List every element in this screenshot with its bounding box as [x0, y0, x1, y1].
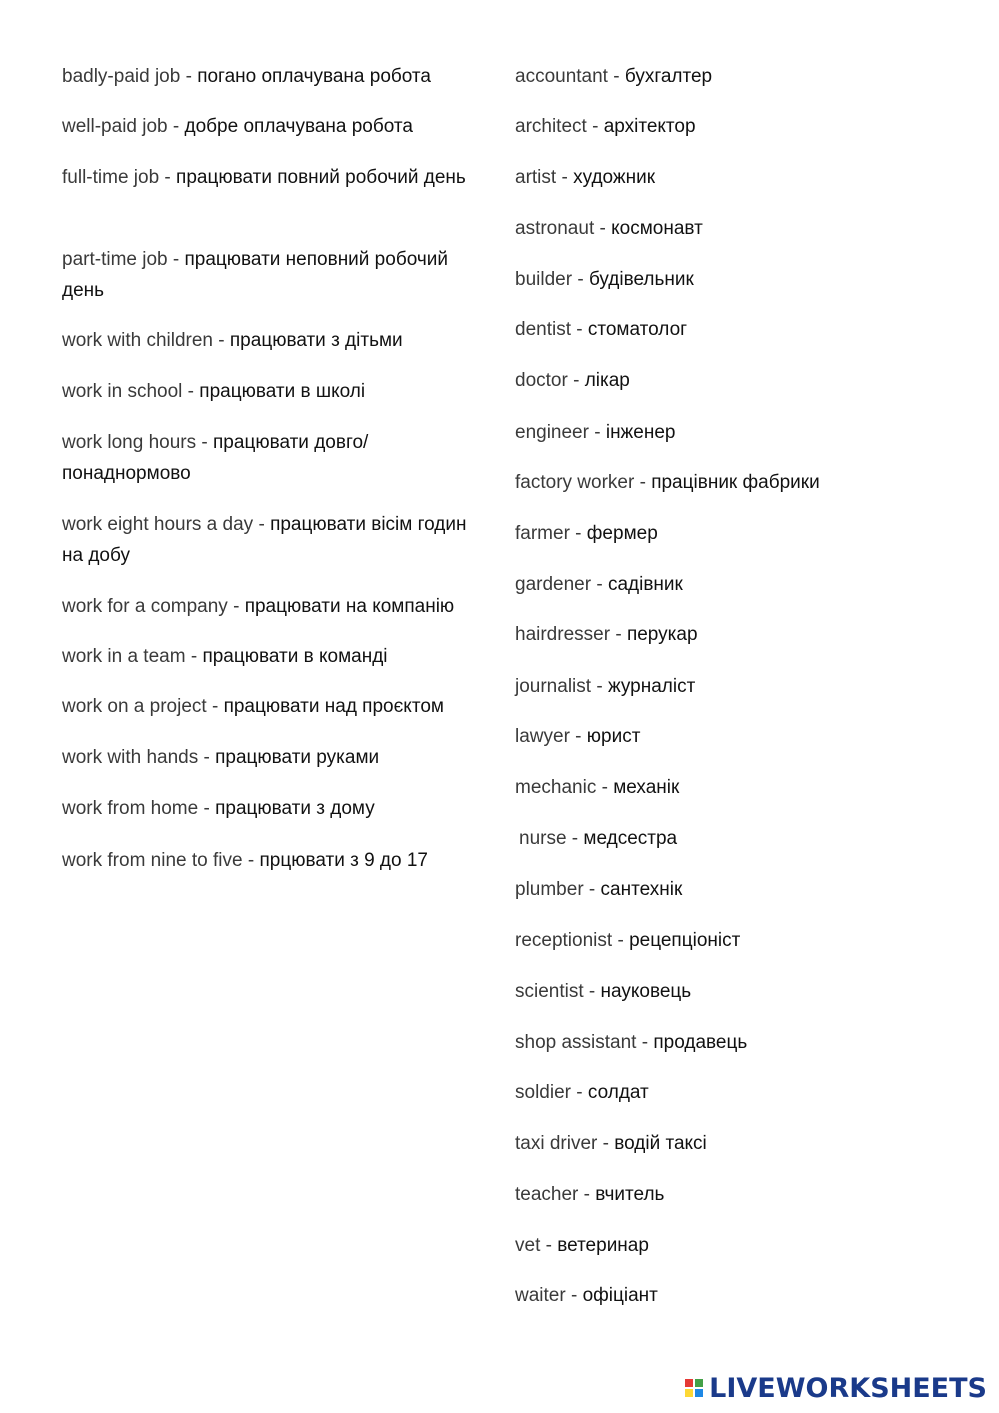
- logo-square-blue: [695, 1389, 703, 1397]
- ukrainian-translation: працювати з дому: [215, 798, 375, 819]
- english-term: lawyer: [515, 726, 570, 747]
- vocab-entry: vet - ветеринар: [515, 1235, 649, 1256]
- ukrainian-translation: працювати вісім годин на добу: [62, 514, 467, 566]
- ukrainian-translation: працювати в команді: [202, 646, 388, 667]
- vocab-entry: astronaut - космонавт: [515, 218, 703, 239]
- english-term: nurse: [519, 828, 567, 849]
- vocab-entry: work from home - працювати з дому: [62, 798, 375, 819]
- ukrainian-translation: офіціант: [582, 1285, 658, 1306]
- vocab-entry: taxi driver - водій таксі: [515, 1133, 707, 1154]
- vocab-entry: engineer - інженер: [515, 422, 676, 443]
- english-term: mechanic: [515, 777, 597, 798]
- vocab-entry: waiter - офіціант: [515, 1285, 658, 1306]
- english-term: badly-paid job: [62, 66, 181, 87]
- english-term: engineer: [515, 422, 589, 443]
- vocab-entry: work on a project - працювати над проєктом: [62, 696, 444, 717]
- vocab-entry: hairdresser - перукар: [515, 624, 698, 645]
- english-term: artist: [515, 167, 557, 188]
- ukrainian-translation: працювати руками: [215, 747, 380, 768]
- logo-square-yellow: [685, 1389, 693, 1397]
- vocab-entry: work in school - працювати в школі: [62, 381, 366, 402]
- vocab-entry: soldier - солдат: [515, 1082, 649, 1103]
- english-term: gardener: [515, 574, 592, 595]
- english-term: accountant: [515, 66, 608, 87]
- ukrainian-translation: фермер: [586, 523, 658, 544]
- vocab-entry: full-time job - працювати повний робочий день: [62, 167, 466, 188]
- ukrainian-translation: працівник фабрики: [651, 472, 820, 493]
- ukrainian-translation: погано оплачувана робота: [197, 66, 431, 87]
- english-term: work in school: [62, 381, 183, 402]
- vocab-entry: nurse - медсестра: [519, 828, 678, 849]
- vocab-entry: shop assistant - продавець: [515, 1032, 748, 1053]
- ukrainian-translation: працювати на компанію: [244, 596, 455, 617]
- ukrainian-translation: стоматолог: [587, 319, 688, 340]
- vocab-entry: dentist - стоматолог: [515, 319, 688, 340]
- ukrainian-translation: будівельник: [588, 269, 694, 290]
- vocab-entry: factory worker - працівник фабрики: [515, 472, 820, 493]
- english-term: doctor: [515, 370, 568, 391]
- ukrainian-translation: продавець: [653, 1032, 748, 1053]
- logo-text: LIVEWORKSHEETS: [709, 1372, 987, 1404]
- vocab-entry: work with hands - працювати руками: [62, 747, 380, 768]
- english-term: journalist: [515, 676, 592, 697]
- ukrainian-translation: журналіст: [607, 676, 696, 697]
- ukrainian-translation: медсестра: [583, 828, 678, 849]
- ukrainian-translation: юрист: [586, 726, 641, 747]
- vocab-entry: part-time job - працювати неповний робочий день: [62, 249, 448, 301]
- english-term: work from home: [62, 798, 199, 819]
- ukrainian-translation: механік: [613, 777, 680, 798]
- vocab-entry: doctor - лікар: [515, 370, 630, 391]
- english-term: work in a team: [62, 646, 186, 667]
- ukrainian-translation: працювати повний робочий день: [176, 167, 466, 188]
- english-term: waiter: [515, 1285, 566, 1306]
- ukrainian-translation: космонавт: [611, 218, 703, 239]
- english-term: work long hours: [62, 432, 197, 453]
- ukrainian-translation: науковець: [600, 981, 692, 1002]
- english-term: work with children: [62, 330, 213, 351]
- vocab-entry: receptionist - рецепціоніст: [515, 930, 741, 951]
- ukrainian-translation: лікар: [584, 370, 630, 391]
- english-term: part-time job: [62, 249, 168, 270]
- ukrainian-translation: рецепціоніст: [629, 930, 741, 951]
- english-term: work for a company: [62, 596, 228, 617]
- ukrainian-translation: інженер: [605, 422, 676, 443]
- english-term: vet: [515, 1235, 541, 1256]
- english-term: plumber: [515, 879, 584, 900]
- liveworksheets-logo[interactable]: [685, 1373, 987, 1403]
- vocab-entry: accountant - бухгалтер: [515, 66, 713, 87]
- ukrainian-translation: художник: [573, 167, 656, 188]
- vocab-entry: architect - архітектор: [515, 116, 696, 137]
- vocab-entry: journalist - журналіст: [515, 676, 696, 697]
- ukrainian-translation: працювати в школі: [199, 381, 366, 402]
- vocab-entry: badly-paid job - погано оплачувана робота: [62, 66, 431, 87]
- ukrainian-translation: працювати довго/ понаднормово: [62, 432, 369, 484]
- english-term: builder: [515, 269, 573, 290]
- english-term: astronaut: [515, 218, 595, 239]
- english-term: work on a project: [62, 696, 207, 717]
- vocab-entry: work long hours - працювати довго/ понаднормово: [62, 432, 369, 484]
- logo-square-green: [695, 1379, 703, 1387]
- english-term: farmer: [515, 523, 570, 544]
- vocab-entry: gardener - садівник: [515, 574, 683, 595]
- ukrainian-translation: сантехнік: [600, 879, 683, 900]
- vocab-entry: mechanic - механік: [515, 777, 680, 798]
- vocab-entry: work for a company - працювати на компанію: [62, 596, 455, 617]
- ukrainian-translation: добре оплачувана робота: [184, 116, 413, 137]
- english-term: scientist: [515, 981, 584, 1002]
- ukrainian-translation: працювати з дітьми: [229, 330, 403, 351]
- ukrainian-translation: ветеринар: [557, 1235, 649, 1256]
- vocab-entry: artist - художник: [515, 167, 656, 188]
- vocab-entry: scientist - науковець: [515, 981, 692, 1002]
- vocab-entry: builder - будівельник: [515, 269, 694, 290]
- english-term: architect: [515, 116, 587, 137]
- vocab-entry: work in a team - працювати в команді: [62, 646, 388, 667]
- ukrainian-translation: працювати неповний робочий день: [62, 249, 448, 301]
- english-term: teacher: [515, 1184, 579, 1205]
- logo-squares-icon: [685, 1379, 703, 1397]
- english-term: full-time job: [62, 167, 160, 188]
- ukrainian-translation: перукар: [626, 624, 698, 645]
- logo-square-red: [685, 1379, 693, 1387]
- vocab-entry: farmer - фермер: [515, 523, 658, 544]
- english-term: well-paid job: [62, 116, 168, 137]
- vocab-entry: work eight hours a day - працювати вісім годин на добу: [62, 514, 467, 566]
- english-term: soldier: [515, 1082, 571, 1103]
- english-term: taxi driver: [515, 1133, 598, 1154]
- ukrainian-translation: садівник: [607, 574, 683, 595]
- vocab-entry: work from nine to five - прцювати з 9 до 17: [62, 850, 428, 871]
- ukrainian-translation: архітектор: [603, 116, 696, 137]
- english-term: work eight hours a day: [62, 514, 254, 535]
- ukrainian-translation: працювати над проєктом: [223, 696, 444, 717]
- vocab-entry: plumber - сантехнік: [515, 879, 683, 900]
- english-term: work with hands: [62, 747, 199, 768]
- ukrainian-translation: прцювати з 9 до 17: [259, 850, 428, 871]
- vocab-entry: teacher - вчитель: [515, 1184, 665, 1205]
- ukrainian-translation: бухгалтер: [624, 66, 713, 87]
- english-term: receptionist: [515, 930, 613, 951]
- ukrainian-translation: солдат: [587, 1082, 649, 1103]
- ukrainian-translation: водій таксі: [614, 1133, 707, 1154]
- english-term: dentist: [515, 319, 571, 340]
- english-term: shop assistant: [515, 1032, 637, 1053]
- english-term: hairdresser: [515, 624, 611, 645]
- english-term: work from nine to five: [62, 850, 243, 871]
- vocab-entry: well-paid job - добре оплачувана робота: [62, 116, 413, 137]
- vocab-entry: work with children - працювати з дітьми: [62, 330, 403, 351]
- ukrainian-translation: вчитель: [595, 1184, 665, 1205]
- english-term: factory worker: [515, 472, 635, 493]
- vocab-entry: lawyer - юрист: [515, 726, 641, 747]
